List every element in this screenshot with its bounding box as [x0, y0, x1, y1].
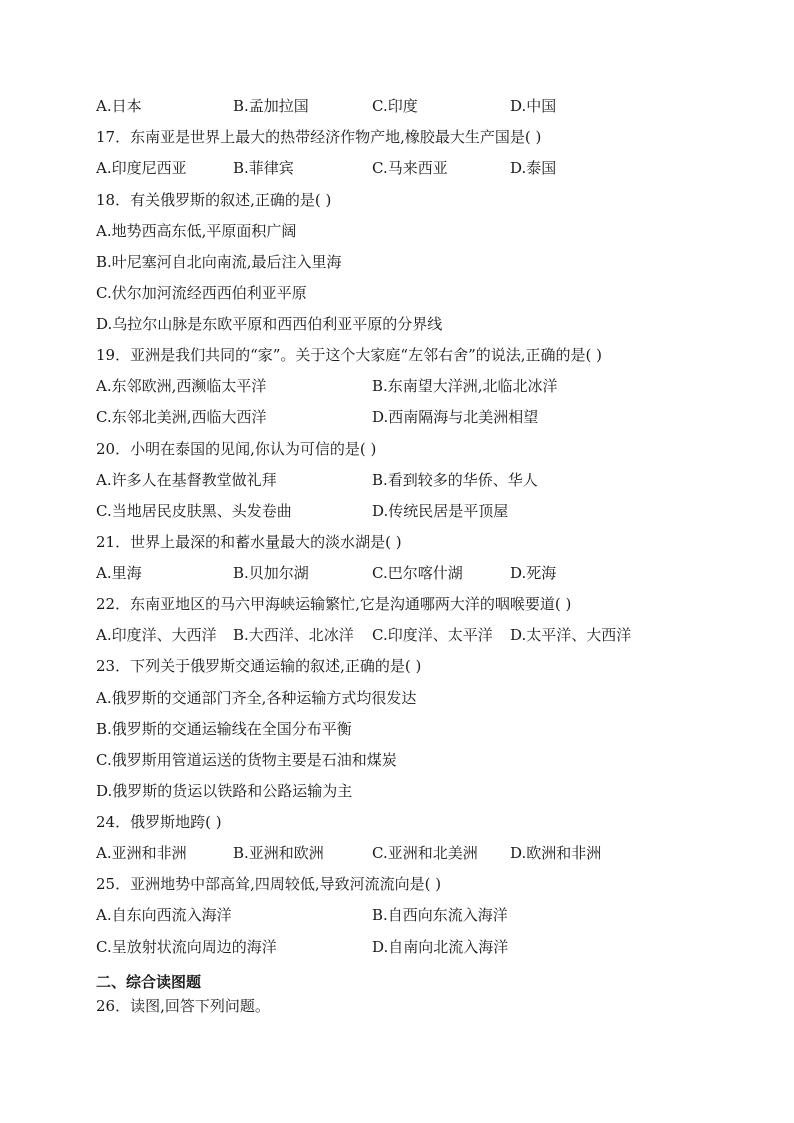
q25-option-a: A.自东向西流入海洋 [96, 906, 232, 924]
q16-option-a: A.日本 [96, 97, 142, 115]
q23-option-a: A.俄罗斯的交通部门齐全,各种运输方式均很发达 [96, 689, 417, 707]
q25-option-b: B.自西向东流入海洋 [372, 906, 508, 924]
q21-option-b: B.贝加尔湖 [233, 564, 309, 582]
q25-option-d: D.自南向北流入海洋 [372, 938, 509, 956]
section-heading: 二、综合读图题 [96, 973, 202, 991]
q22-option-c: C.印度洋、太平洋 [372, 626, 493, 644]
q18-option-c: C.伏尔加河流经西西伯利亚平原 [96, 284, 307, 302]
q21-stem: 21．世界上最深的和蓄水量最大的淡水湖是( ) [96, 533, 402, 551]
q19-option-d: D.西南隔海与北美洲相望 [372, 408, 539, 426]
q18-option-a: A.地势西高东低,平原面积广阔 [96, 222, 297, 240]
q18-option-d: D.乌拉尔山脉是东欧平原和西西伯利亚平原的分界线 [96, 315, 443, 333]
q24-option-d: D.欧洲和非洲 [510, 844, 602, 862]
q18-stem: 18．有关俄罗斯的叙述,正确的是( ) [96, 191, 332, 209]
q23-option-b: B.俄罗斯的交通运输线在全国分布平衡 [96, 720, 352, 738]
q19-option-b: B.东南望大洋洲,北临北冰洋 [372, 377, 558, 395]
q23-option-d: D.俄罗斯的货运以铁路和公路运输为主 [96, 782, 353, 800]
q23-option-c: C.俄罗斯用管道运送的货物主要是石油和煤炭 [96, 751, 397, 769]
q19-option-a: A.东邻欧洲,西濒临太平洋 [96, 377, 267, 395]
q16-option-c: C.印度 [372, 97, 418, 115]
q17-option-c: C.马来西亚 [372, 159, 448, 177]
q22-stem: 22．东南亚地区的马六甲海峡运输繁忙,它是沟通哪两大洋的咽喉要道( ) [96, 595, 572, 613]
q19-stem: 19．亚洲是我们共同的“家”。关于这个大家庭“左邻右舍”的说法,正确的是( ) [96, 346, 603, 364]
q20-option-a: A.许多人在基督教堂做礼拜 [96, 471, 277, 489]
q22-option-a: A.印度洋、大西洋 [96, 626, 217, 644]
q19-option-c: C.东邻北美洲,西临大西洋 [96, 408, 267, 426]
q16-option-d: D.中国 [510, 97, 557, 115]
q21-option-d: D.死海 [510, 564, 557, 582]
q21-option-a: A.里海 [96, 564, 142, 582]
q24-option-b: B.亚洲和欧洲 [233, 844, 324, 862]
q24-option-a: A.亚洲和非洲 [96, 844, 187, 862]
q20-option-d: D.传统民居是平顶屋 [372, 502, 509, 520]
q21-option-c: C.巴尔喀什湖 [372, 564, 463, 582]
q17-option-b: B.菲律宾 [233, 159, 294, 177]
q25-option-c: C.呈放射状流向周边的海洋 [96, 938, 277, 956]
q22-option-d: D.太平洋、大西洋 [510, 626, 632, 644]
q25-stem: 25．亚洲地势中部高耸,四周较低,导致河流流向是( ) [96, 875, 442, 893]
q22-option-b: B.大西洋、北冰洋 [233, 626, 354, 644]
q24-option-c: C.亚洲和北美洲 [372, 844, 478, 862]
q20-option-b: B.看到较多的华侨、华人 [372, 471, 538, 489]
q20-stem: 20．小明在泰国的见闻,你认为可信的是( ) [96, 440, 377, 458]
q23-stem: 23．下列关于俄罗斯交通运输的叙述,正确的是( ) [96, 657, 422, 675]
q26-stem: 26．读图,回答下列问题。 [96, 997, 270, 1015]
q24-stem: 24．俄罗斯地跨( ) [96, 813, 222, 831]
q18-option-b: B.叶尼塞河自北向南流,最后注入里海 [96, 253, 342, 271]
q16-option-b: B.孟加拉国 [233, 97, 309, 115]
q20-option-c: C.当地居民皮肤黑、头发卷曲 [96, 502, 292, 520]
q17-option-d: D.泰国 [510, 159, 557, 177]
q17-stem: 17．东南亚是世界上最大的热带经济作物产地,橡胶最大生产国是( ) [96, 128, 542, 146]
q17-option-a: A.印度尼西亚 [96, 159, 187, 177]
